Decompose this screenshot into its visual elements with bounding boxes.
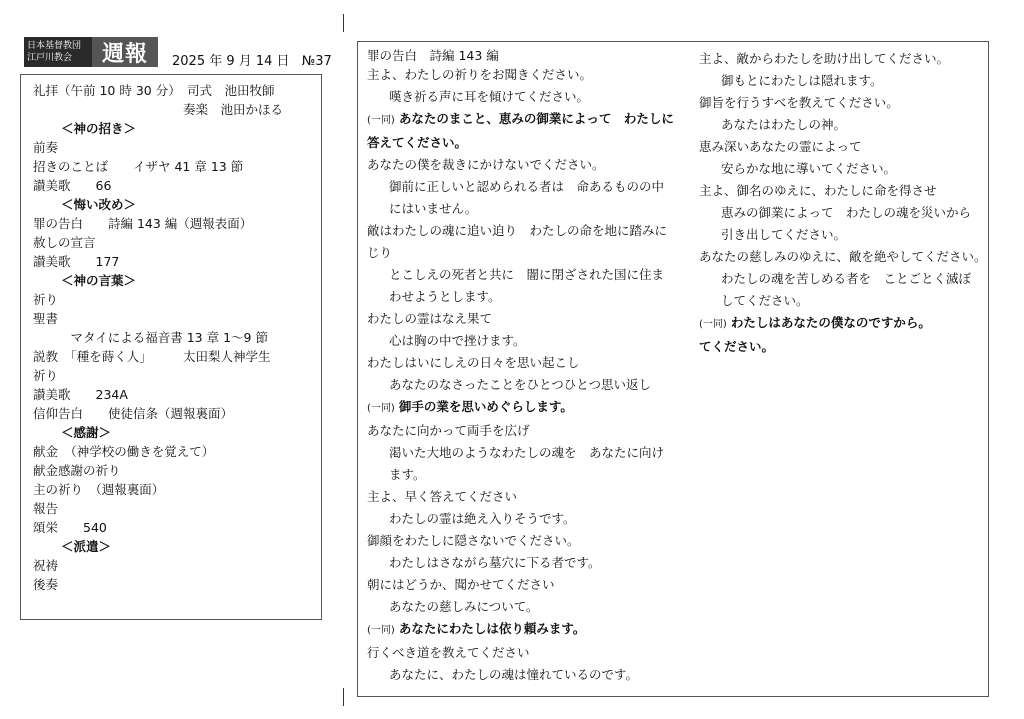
- verse-line: [367, 264, 682, 286]
- verse-text: 主よ、敵からわたしを助け出してください。: [699, 51, 950, 66]
- verse-line: [367, 352, 682, 374]
- verse-line: [367, 642, 682, 664]
- verse-text: あなたのまこと、恵みの御業によって わたしに: [398, 111, 674, 126]
- verse-line: [699, 336, 989, 358]
- verse-line: [367, 396, 682, 420]
- verse-text: わたしの霊はなえ果て: [367, 311, 493, 326]
- verse-line: [367, 154, 682, 176]
- church-name: [24, 37, 92, 67]
- issue-date: 2025 年 9 月 14 日: [172, 54, 290, 69]
- verse-line: [367, 508, 682, 530]
- verse-line: [699, 202, 989, 224]
- verse-line: [699, 224, 989, 246]
- confession-title: 罪の告白 詩編 143 編: [367, 48, 499, 63]
- verse-text: してください。: [721, 293, 809, 308]
- service-item: 聖書: [33, 311, 59, 326]
- service-item: 祝祷: [33, 558, 59, 573]
- verse-text: わたしはさながら墓穴に下る者です。: [389, 555, 601, 570]
- section-heading: ＜派遣＞: [61, 539, 112, 554]
- service-item: 赦しの宣言: [33, 235, 96, 250]
- verse-text: あなたのなさったことをひとつひとつ思い返し: [389, 377, 652, 392]
- section-heading: ＜感謝＞: [61, 425, 112, 440]
- verse-line: [367, 618, 682, 642]
- verse-text: わたしの霊は絶え入りそうです。: [389, 511, 576, 526]
- bulletin-logo: [24, 37, 158, 67]
- verse-text: 御前に正しいと認められる者は 命あるものの中: [389, 179, 665, 194]
- church-denomination: 日本基督教団: [27, 41, 82, 51]
- verse-line: [699, 312, 989, 336]
- section-heading: ＜神の言葉＞: [61, 273, 137, 288]
- verse-text: 御もとにわたしは隠れます。: [721, 73, 883, 88]
- verse-line: [699, 70, 989, 92]
- service-item: 罪の告白 詩編 143 編（週報表面）: [33, 216, 253, 231]
- verse-line: [699, 246, 989, 268]
- verse-line: [367, 198, 682, 220]
- verse-text: 答えてください。: [367, 135, 468, 150]
- verse-text: わせようとします。: [389, 289, 501, 304]
- confession-column-1: [367, 48, 682, 686]
- verse-line: [367, 64, 682, 86]
- confession-column-2: [699, 48, 989, 358]
- service-item: 前奏: [33, 140, 59, 155]
- verse-text: てください。: [699, 339, 775, 354]
- congregation-tag: (一同): [367, 625, 395, 636]
- fold-mark-top: [343, 14, 344, 32]
- verse-line: [367, 664, 682, 686]
- section-heading: ＜悔い改め＞: [61, 197, 137, 212]
- verse-line: [699, 114, 989, 136]
- service-item: 礼拝（午前 10 時 30 分） 司式 池田牧師: [33, 83, 275, 98]
- verse-text: あなたはわたしの神。: [721, 117, 847, 132]
- church-branch: 江戸川教会: [27, 53, 73, 63]
- verse-text: 主よ、御名のゆえに、わたしに命を得させ: [699, 183, 937, 198]
- service-item: 讃美歌 177: [33, 254, 120, 269]
- service-item: 頌栄 540: [33, 520, 107, 535]
- verse-line: [699, 136, 989, 158]
- verse-text: ます。: [389, 467, 426, 482]
- verse-text: あなたに向かって両手を広げ: [367, 423, 530, 438]
- verse-line: [367, 308, 682, 330]
- confession-panel: [357, 41, 989, 697]
- verse-line: [367, 108, 682, 132]
- congregation-tag: (一同): [367, 115, 395, 126]
- verse-text: わたしはいにしえの日々を思い起こし: [367, 355, 580, 370]
- verse-line: [367, 596, 682, 618]
- verse-text: わたしの魂を苦しめる者を ことごとく滅ぼ: [721, 271, 972, 286]
- service-item: 讃美歌 66: [33, 178, 112, 193]
- verse-line: [367, 86, 682, 108]
- verse-text: 主よ、早く答えてください: [367, 489, 518, 504]
- verse-line: [699, 92, 989, 114]
- verse-line: [699, 180, 989, 202]
- verse-text: 御顔をわたしに隠さないでください。: [367, 533, 580, 548]
- verse-line: [367, 220, 682, 242]
- verse-text: 行くべき道を教えてください: [367, 645, 530, 660]
- verse-text: とこしえの死者と共に 闇に閉ざされた国に住ま: [389, 267, 665, 282]
- verse-line: [367, 486, 682, 508]
- service-item: 報告: [33, 501, 59, 516]
- verse-line: [367, 374, 682, 396]
- verse-text: あなたに、わたしの魂は憧れているのです。: [389, 667, 639, 682]
- service-item: 招きのことば イザヤ 41 章 13 節: [33, 159, 244, 174]
- verse-line: [367, 442, 682, 464]
- bulletin-title: 週報: [92, 37, 158, 67]
- verse-text: 朝にはどうか、聞かせてください: [367, 577, 555, 592]
- service-item: 信仰告白 使徒信条（週報裏面）: [33, 406, 234, 421]
- verse-text: 敵はわたしの魂に追い迫り わたしの命を地に踏みに: [367, 223, 668, 238]
- verse-text: 主よ、わたしの祈りをお聞きください。: [367, 67, 593, 82]
- verse-line: [367, 420, 682, 442]
- verse-line: [367, 530, 682, 552]
- issue-number: №37: [301, 54, 332, 69]
- verse-line: [699, 158, 989, 180]
- service-item: 奏楽 池田かほる: [183, 102, 284, 117]
- verse-text: 御手の業を思いめぐらします。: [398, 399, 573, 414]
- issue-info: [172, 50, 340, 69]
- verse-text: 渇いた大地のようなわたしの魂を あなたに向け: [389, 445, 665, 460]
- congregation-tag: (一同): [367, 403, 395, 414]
- service-item: 献金感謝の祈り: [33, 463, 121, 478]
- verse-line: [367, 552, 682, 574]
- verse-line: [367, 132, 682, 154]
- service-item: 献金 （神学校の働きを覚えて）: [33, 444, 215, 459]
- verse-text: あなたにわたしは依り頼みます。: [398, 621, 586, 636]
- verse-text: あなたの慈しみのゆえに、敵を絶やしてください。: [699, 249, 987, 264]
- verse-text: 引き出してください。: [721, 227, 847, 242]
- verse-line: [367, 574, 682, 596]
- verse-line: [699, 290, 989, 312]
- verse-line: [367, 176, 682, 198]
- verse-text: 恵みの御業によって わたしの魂を災いから: [721, 205, 972, 220]
- service-item: 主の祈り （週報裏面）: [33, 482, 165, 497]
- service-item: 祈り: [33, 368, 59, 383]
- verse-text: 御旨を行うすべを教えてください。: [699, 95, 899, 110]
- verse-line: [367, 464, 682, 486]
- service-item: 讃美歌 234A: [33, 387, 128, 402]
- verse-line: [367, 242, 682, 264]
- verse-text: 恵み深いあなたの霊によって: [699, 139, 862, 154]
- verse-text: わたしはあなたの僕なのですから。: [730, 315, 931, 330]
- verse-text: 安らかな地に導いてください。: [721, 161, 897, 176]
- section-heading: ＜神の招き＞: [61, 121, 137, 136]
- service-item: マタイによる福音書 13 章 1～9 節: [33, 330, 268, 345]
- verse-text: にはいません。: [389, 201, 478, 216]
- verse-line: [699, 48, 989, 70]
- verse-text: じり: [367, 245, 393, 260]
- verse-line: [367, 330, 682, 352]
- verse-text: あなたの慈しみについて。: [389, 599, 539, 614]
- service-item: 後奏: [33, 577, 59, 592]
- verse-text: 嘆き祈る声に耳を傾けてください。: [389, 89, 590, 104]
- service-item: 祈り: [33, 292, 59, 307]
- service-item: 説教 「種を蒔く人」 太田梨人神学生: [33, 349, 271, 364]
- verse-line: [699, 268, 989, 290]
- congregation-tag: (一同): [699, 319, 727, 330]
- verse-text: 心は胸の中で挫けます。: [389, 333, 526, 348]
- verse-text: あなたの僕を裁きにかけないでください。: [367, 157, 605, 172]
- fold-mark-bottom: [343, 688, 344, 706]
- order-of-service: [20, 74, 322, 620]
- verse-line: [367, 286, 682, 308]
